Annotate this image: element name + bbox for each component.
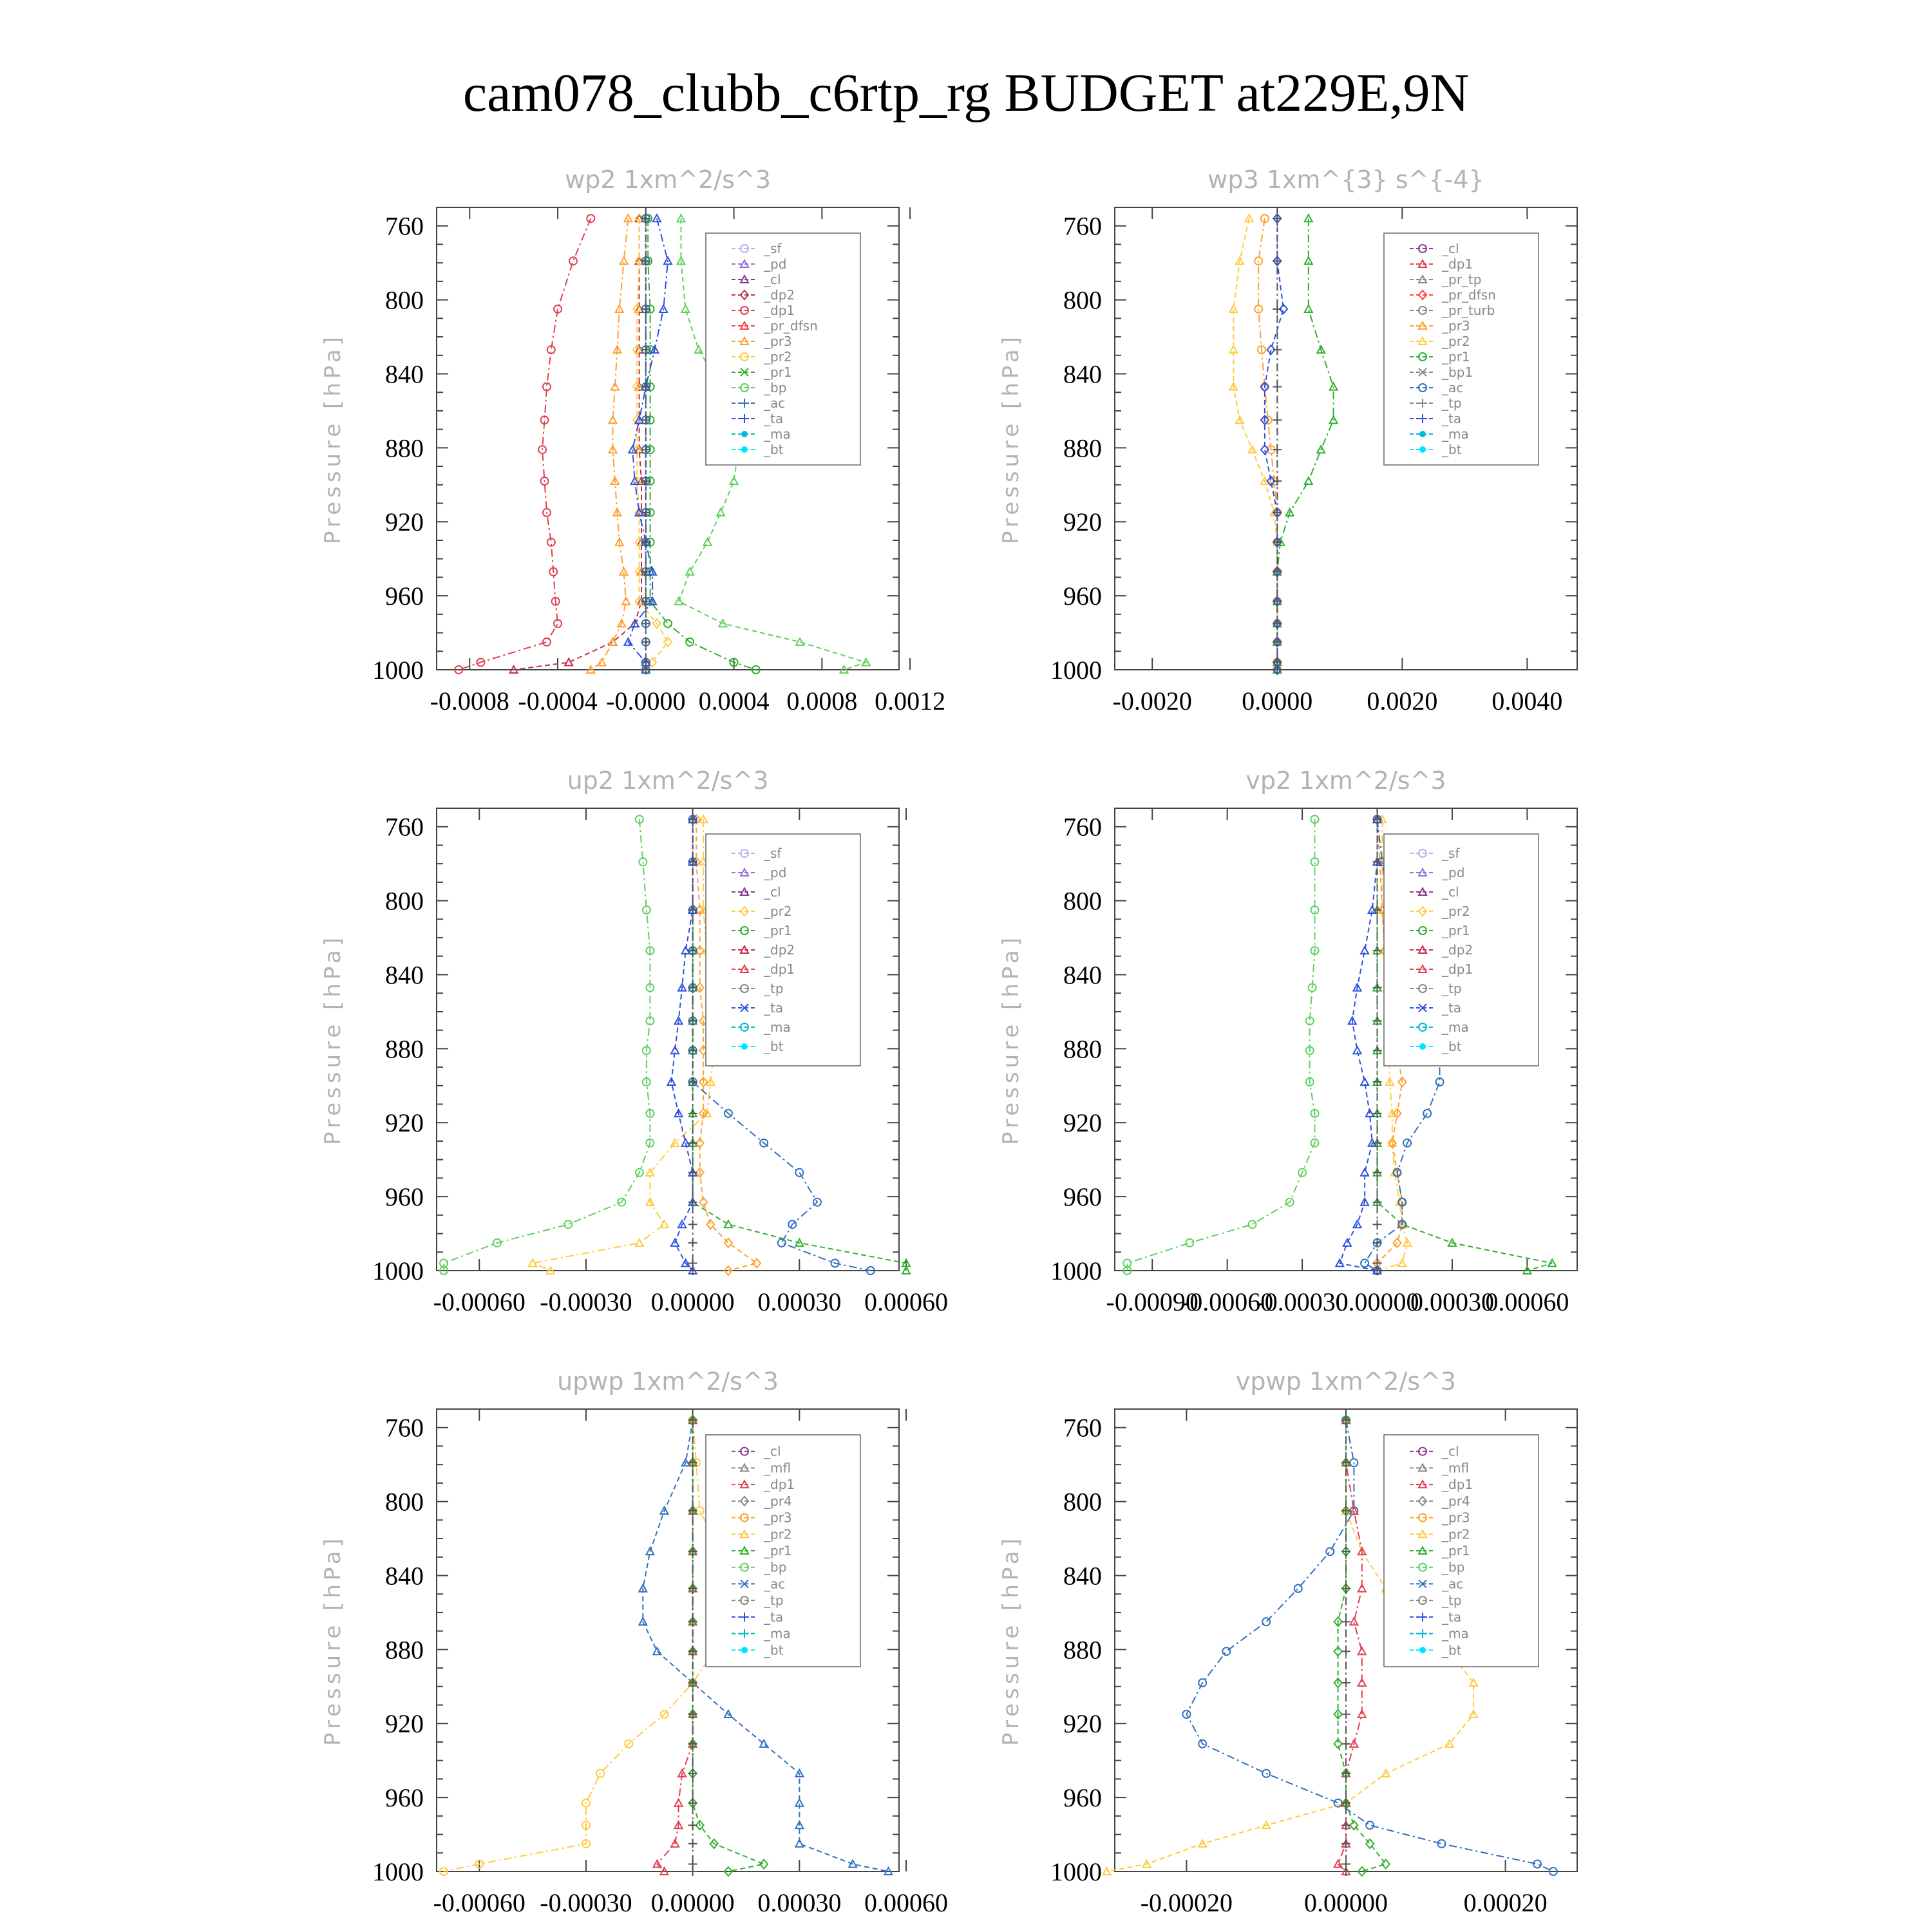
legend-label: _cl xyxy=(1442,1443,1459,1459)
data-point xyxy=(1341,1678,1350,1687)
y-tick-label: 760 xyxy=(1063,211,1102,241)
legend xyxy=(706,834,860,1066)
y-tick-label: 1000 xyxy=(1050,1857,1102,1886)
legend-label: _ta xyxy=(1442,411,1462,426)
legend-label: _dp1 xyxy=(1442,1477,1473,1493)
x-tick-label: -0.00090 xyxy=(1106,1287,1198,1316)
data-point xyxy=(565,659,573,666)
series-_dp1 xyxy=(440,815,654,1274)
data-point xyxy=(1294,1585,1302,1593)
y-tick-label: 760 xyxy=(385,1413,424,1443)
series-line xyxy=(444,819,650,1271)
y-tick-label: 960 xyxy=(385,1783,424,1813)
legend-label: _pr_turb xyxy=(1442,303,1495,318)
panel-upwp xyxy=(320,1367,948,1917)
legend xyxy=(706,1435,860,1667)
legend-label: _ma xyxy=(764,426,791,442)
legend-marker xyxy=(741,446,748,453)
x-tick-label: 0.00000 xyxy=(650,1888,735,1917)
legend-marker xyxy=(741,431,748,437)
legend-label: _pr2 xyxy=(1442,334,1470,349)
legend-label: _pr2 xyxy=(764,904,792,919)
y-axis-label: Pressure [hPa] xyxy=(320,333,346,544)
y-tick-label: 880 xyxy=(1063,433,1102,463)
series-_bt xyxy=(688,1416,697,1876)
legend-label: _pd xyxy=(1442,865,1465,880)
x-tick-label: 0.0004 xyxy=(698,687,770,715)
legend-label: _cl xyxy=(1442,241,1459,256)
legend-label: _dp1 xyxy=(764,1477,795,1493)
data-point xyxy=(598,659,605,666)
x-tick-label: 0.0040 xyxy=(1492,687,1563,715)
legend-label: _pr1 xyxy=(764,1543,792,1558)
x-tick-label: 0.00060 xyxy=(864,1287,949,1316)
data-point xyxy=(1255,305,1262,313)
legend-label: _cl xyxy=(1442,884,1459,900)
y-axis-label: Pressure [hPa] xyxy=(998,934,1024,1145)
legend-label: _dp2 xyxy=(1442,942,1473,958)
y-tick-label: 760 xyxy=(385,211,424,241)
data-point xyxy=(795,1840,803,1847)
legend-label: _pr_tp xyxy=(1442,272,1482,287)
y-tick-label: 920 xyxy=(1063,507,1102,537)
legend-label: _ta xyxy=(764,411,784,426)
y-tick-label: 1000 xyxy=(372,1256,424,1285)
legend-label: _sf xyxy=(764,241,782,256)
legend-label: _pr2 xyxy=(1442,904,1470,919)
data-point xyxy=(1341,1584,1350,1593)
legend-label: _pr2 xyxy=(1442,1526,1470,1542)
series-line xyxy=(591,218,628,670)
data-point xyxy=(1341,1739,1350,1748)
legend-label: _pr3 xyxy=(1442,318,1470,334)
data-point xyxy=(1273,214,1282,223)
series-line xyxy=(1277,218,1333,670)
y-tick-label: 760 xyxy=(385,812,424,842)
legend-label: _pr1 xyxy=(764,365,792,380)
legend-label: _bt xyxy=(764,1039,784,1054)
y-tick-label: 960 xyxy=(1063,1182,1102,1212)
legend-label: _sf xyxy=(764,846,782,861)
legend-marker xyxy=(741,1043,748,1050)
panel-up2 xyxy=(320,766,948,1316)
x-tick-label: -0.0020 xyxy=(1112,687,1192,715)
y-tick-label: 880 xyxy=(385,1635,424,1665)
data-point xyxy=(724,1220,732,1227)
data-point xyxy=(688,1799,697,1808)
y-axis-label: Pressure [hPa] xyxy=(320,1535,346,1746)
legend-marker xyxy=(1419,446,1426,453)
x-tick-label: 0.00020 xyxy=(1463,1888,1548,1917)
panel-vp2 xyxy=(998,766,1577,1316)
series-_pr3 xyxy=(653,1416,696,1875)
data-point xyxy=(1373,1220,1382,1229)
data-point xyxy=(1186,1239,1193,1247)
data-point xyxy=(1262,1618,1270,1625)
data-point xyxy=(1273,305,1282,314)
y-tick-label: 840 xyxy=(385,1561,424,1591)
legend-label: _bt xyxy=(1442,1642,1462,1658)
legend-label: _pr1 xyxy=(1442,1543,1470,1558)
legend-label: _ta xyxy=(1442,1609,1462,1625)
data-point xyxy=(753,1259,761,1268)
legend-label: _bp xyxy=(1442,1559,1465,1575)
data-point xyxy=(1341,1710,1350,1719)
data-point xyxy=(704,538,712,545)
y-tick-label: 880 xyxy=(1063,1034,1102,1064)
x-tick-label: -0.0008 xyxy=(430,687,509,715)
x-tick-label: 0.00030 xyxy=(757,1888,842,1917)
legend-label: _bp1 xyxy=(1442,365,1473,380)
x-tick-label: 0.0012 xyxy=(875,687,946,715)
x-tick-label: -0.00060 xyxy=(433,1888,526,1917)
data-point xyxy=(688,1839,697,1848)
x-tick-label: -0.0000 xyxy=(606,687,686,715)
data-point xyxy=(1334,1861,1342,1868)
legend-label: _dp2 xyxy=(764,942,795,958)
y-tick-label: 920 xyxy=(385,507,424,537)
panel-title: wp3 1xm^{3} s^{-4} xyxy=(1208,166,1484,194)
data-point xyxy=(681,305,689,312)
legend-label: _ma xyxy=(1442,1625,1469,1642)
x-tick-label: 0.00060 xyxy=(864,1888,949,1917)
y-axis-label: Pressure [hPa] xyxy=(320,934,346,1145)
data-point xyxy=(636,1239,643,1246)
series-line xyxy=(459,218,591,670)
legend-label: _pr_dfsn xyxy=(1442,287,1496,303)
legend-label: _pr1 xyxy=(1442,923,1470,938)
series-line xyxy=(1127,819,1314,1271)
y-axis-label: Pressure [hPa] xyxy=(998,1535,1024,1746)
y-tick-label: 760 xyxy=(1063,1413,1102,1443)
figure-title: cam078_clubb_c6rtp_rg BUDGET at229E,9N xyxy=(462,63,1470,123)
legend-label: _ma xyxy=(1442,426,1469,442)
data-point xyxy=(643,906,650,914)
legend-label: _bt xyxy=(764,1642,784,1658)
data-point xyxy=(564,1220,572,1228)
data-point xyxy=(1305,477,1312,484)
data-point xyxy=(1341,1647,1350,1656)
data-point xyxy=(1222,1647,1230,1655)
x-tick-label: 0.00030 xyxy=(757,1287,842,1316)
legend-label: _dp1 xyxy=(764,303,795,318)
data-point xyxy=(688,1867,697,1876)
y-tick-label: 960 xyxy=(385,582,424,611)
legend-label: _pr_dfsn xyxy=(764,318,818,334)
series-_dp1 xyxy=(1123,815,1318,1274)
y-tick-label: 800 xyxy=(1063,285,1102,315)
legend-label: _ac xyxy=(1442,1576,1464,1592)
x-tick-label: 0.0008 xyxy=(786,687,858,715)
y-tick-label: 960 xyxy=(1063,1783,1102,1813)
legend-label: _pr3 xyxy=(764,1510,792,1526)
data-point xyxy=(639,858,647,866)
series-_pr3 xyxy=(587,214,632,673)
legend-label: _pr1 xyxy=(764,923,792,938)
legend-label: _ac xyxy=(764,1576,786,1592)
legend-marker xyxy=(1419,431,1426,437)
y-tick-label: 800 xyxy=(385,886,424,916)
legend-label: _bp xyxy=(764,1559,787,1575)
data-point xyxy=(1273,415,1282,424)
legend-label: _pd xyxy=(764,256,787,272)
series-line xyxy=(533,819,714,1271)
legend-label: _tp xyxy=(764,1593,784,1609)
data-point xyxy=(686,568,694,575)
y-tick-label: 840 xyxy=(1063,960,1102,990)
legend xyxy=(1384,1435,1539,1667)
legend xyxy=(706,233,860,465)
x-tick-label: 0.00030 xyxy=(1410,1287,1494,1316)
legend-label: _tp xyxy=(1442,1593,1462,1609)
data-point xyxy=(1273,345,1282,354)
y-tick-label: 1000 xyxy=(1050,1256,1102,1285)
legend-label: _cl xyxy=(764,1443,781,1459)
legend-label: _ac xyxy=(1442,380,1464,395)
y-tick-label: 920 xyxy=(1063,1709,1102,1739)
y-tick-label: 840 xyxy=(1063,359,1102,389)
panel-wp3 xyxy=(998,166,1577,715)
panel-title: up2 1xm^2/s^3 xyxy=(567,766,769,795)
series-line xyxy=(629,218,668,670)
data-point xyxy=(695,346,703,353)
y-tick-label: 880 xyxy=(385,1034,424,1064)
legend-marker xyxy=(1419,1043,1426,1050)
data-point xyxy=(1358,1585,1366,1592)
y-tick-label: 840 xyxy=(1063,1561,1102,1591)
series-_ta xyxy=(1261,214,1287,674)
legend-label: _sf xyxy=(1442,846,1460,861)
legend-label: _pr3 xyxy=(764,334,792,349)
legend-label: _bp xyxy=(764,380,787,395)
legend-label: _ta xyxy=(1442,1000,1462,1016)
x-tick-label: -0.00030 xyxy=(540,1888,632,1917)
legend xyxy=(1384,233,1539,465)
legend-label: _dp2 xyxy=(764,287,795,303)
x-tick-label: 0.0000 xyxy=(1242,687,1313,715)
legend-label: _ma xyxy=(764,1625,791,1642)
x-tick-label: 0.0020 xyxy=(1367,687,1438,715)
legend-label: _pr3 xyxy=(1442,1510,1470,1526)
y-tick-label: 920 xyxy=(1063,1108,1102,1138)
legend-label: _pr4 xyxy=(764,1493,792,1509)
legend-label: _dp1 xyxy=(1442,961,1473,977)
legend-label: _bt xyxy=(764,442,784,457)
panel-vpwp xyxy=(998,1367,1577,1917)
y-tick-label: 800 xyxy=(385,285,424,315)
x-tick-label: -0.00030 xyxy=(540,1287,632,1316)
y-tick-label: 760 xyxy=(1063,812,1102,842)
legend-label: _tp xyxy=(764,981,784,996)
legend-label: _dp1 xyxy=(1442,256,1473,272)
legend-marker xyxy=(741,1647,748,1653)
legend-label: _bt xyxy=(1442,442,1462,457)
data-point xyxy=(1341,1617,1350,1626)
y-axis-label: Pressure [hPa] xyxy=(998,333,1024,544)
y-tick-label: 800 xyxy=(385,1487,424,1517)
y-tick-label: 920 xyxy=(385,1108,424,1138)
panel-title: upwp 1xm^2/s^3 xyxy=(557,1367,779,1396)
panel-title: vp2 1xm^2/s^3 xyxy=(1245,766,1446,795)
x-tick-label: -0.0004 xyxy=(518,687,598,715)
data-point xyxy=(653,1647,661,1654)
legend-label: _pr2 xyxy=(764,1526,792,1542)
series-line xyxy=(514,218,641,670)
y-tick-label: 960 xyxy=(385,1182,424,1212)
data-point xyxy=(688,1821,697,1830)
x-tick-label: 0.00000 xyxy=(650,1287,735,1316)
y-tick-label: 1000 xyxy=(1050,656,1102,685)
data-point xyxy=(778,1239,786,1247)
data-point xyxy=(660,1220,668,1227)
y-tick-label: 920 xyxy=(385,1709,424,1739)
data-point xyxy=(1341,1547,1350,1556)
data-point xyxy=(1273,256,1282,265)
legend-marker xyxy=(1419,1647,1426,1653)
legend-label: _dp1 xyxy=(764,961,795,977)
panel-wp2 xyxy=(320,166,945,715)
legend xyxy=(1384,834,1539,1066)
y-tick-label: 800 xyxy=(1063,1487,1102,1517)
legend-label: _cl xyxy=(764,272,781,287)
y-tick-label: 840 xyxy=(385,359,424,389)
y-tick-label: 960 xyxy=(1063,582,1102,611)
x-tick-label: 0.00060 xyxy=(1485,1287,1569,1316)
legend-label: _bt xyxy=(1442,1039,1462,1054)
data-point xyxy=(1361,1260,1368,1267)
x-tick-label: 0.00000 xyxy=(1304,1888,1388,1917)
legend-label: _ac xyxy=(764,395,786,411)
legend-label: _pd xyxy=(764,865,787,880)
legend-label: _mfl xyxy=(1442,1460,1470,1476)
legend-label: _ta xyxy=(764,1000,784,1016)
data-point xyxy=(717,509,724,516)
series-_bp xyxy=(1334,1416,1390,1876)
data-point xyxy=(1350,1618,1358,1625)
data-point xyxy=(1366,1821,1374,1829)
y-tick-label: 880 xyxy=(1063,1635,1102,1665)
y-tick-label: 880 xyxy=(385,433,424,463)
x-tick-label: 0.00000 xyxy=(1335,1287,1419,1316)
series-_bt xyxy=(688,815,697,1275)
data-point xyxy=(569,257,577,265)
x-tick-label: -0.00060 xyxy=(1180,1287,1274,1316)
legend-label: _ma xyxy=(1442,1019,1469,1035)
series-_bt xyxy=(1373,815,1382,1275)
x-tick-label: -0.00060 xyxy=(433,1287,526,1316)
series-line xyxy=(1340,819,1377,1271)
y-tick-label: 1000 xyxy=(372,1857,424,1886)
x-tick-label: -0.00030 xyxy=(1256,1287,1349,1316)
data-point xyxy=(730,477,738,484)
y-tick-label: 1000 xyxy=(372,656,424,685)
legend-label: _ta xyxy=(764,1609,784,1625)
legend-label: _pr2 xyxy=(764,349,792,365)
legend-label: _pr4 xyxy=(1442,1493,1470,1509)
legend-label: _tp xyxy=(1442,395,1462,411)
data-point xyxy=(1255,257,1262,265)
legend-label: _ma xyxy=(764,1019,791,1035)
data-point xyxy=(1273,383,1282,392)
series-_pr3 xyxy=(1334,1416,1366,1875)
legend-label: _cl xyxy=(764,884,781,900)
series-_dp1 xyxy=(455,214,594,674)
data-point xyxy=(1358,1679,1366,1686)
y-tick-label: 840 xyxy=(385,960,424,990)
data-point xyxy=(688,1769,697,1778)
series-_bp1 xyxy=(1273,214,1337,673)
legend-label: _tp xyxy=(1442,981,1462,996)
data-point xyxy=(543,638,551,646)
data-point xyxy=(664,620,672,627)
series-_bt xyxy=(1273,214,1282,674)
y-tick-label: 800 xyxy=(1063,886,1102,916)
legend-label: _pr1 xyxy=(1442,349,1470,365)
panel-title: vpwp 1xm^2/s^3 xyxy=(1235,1367,1457,1396)
data-point xyxy=(1326,1548,1334,1555)
legend-label: _mfl xyxy=(764,1460,791,1476)
data-point xyxy=(688,1220,697,1229)
data-point xyxy=(622,598,630,605)
panel-title: wp2 1xm^2/s^3 xyxy=(565,166,771,194)
data-point xyxy=(688,1238,697,1247)
x-tick-label: -0.00020 xyxy=(1140,1888,1233,1917)
data-point xyxy=(1248,1220,1256,1228)
